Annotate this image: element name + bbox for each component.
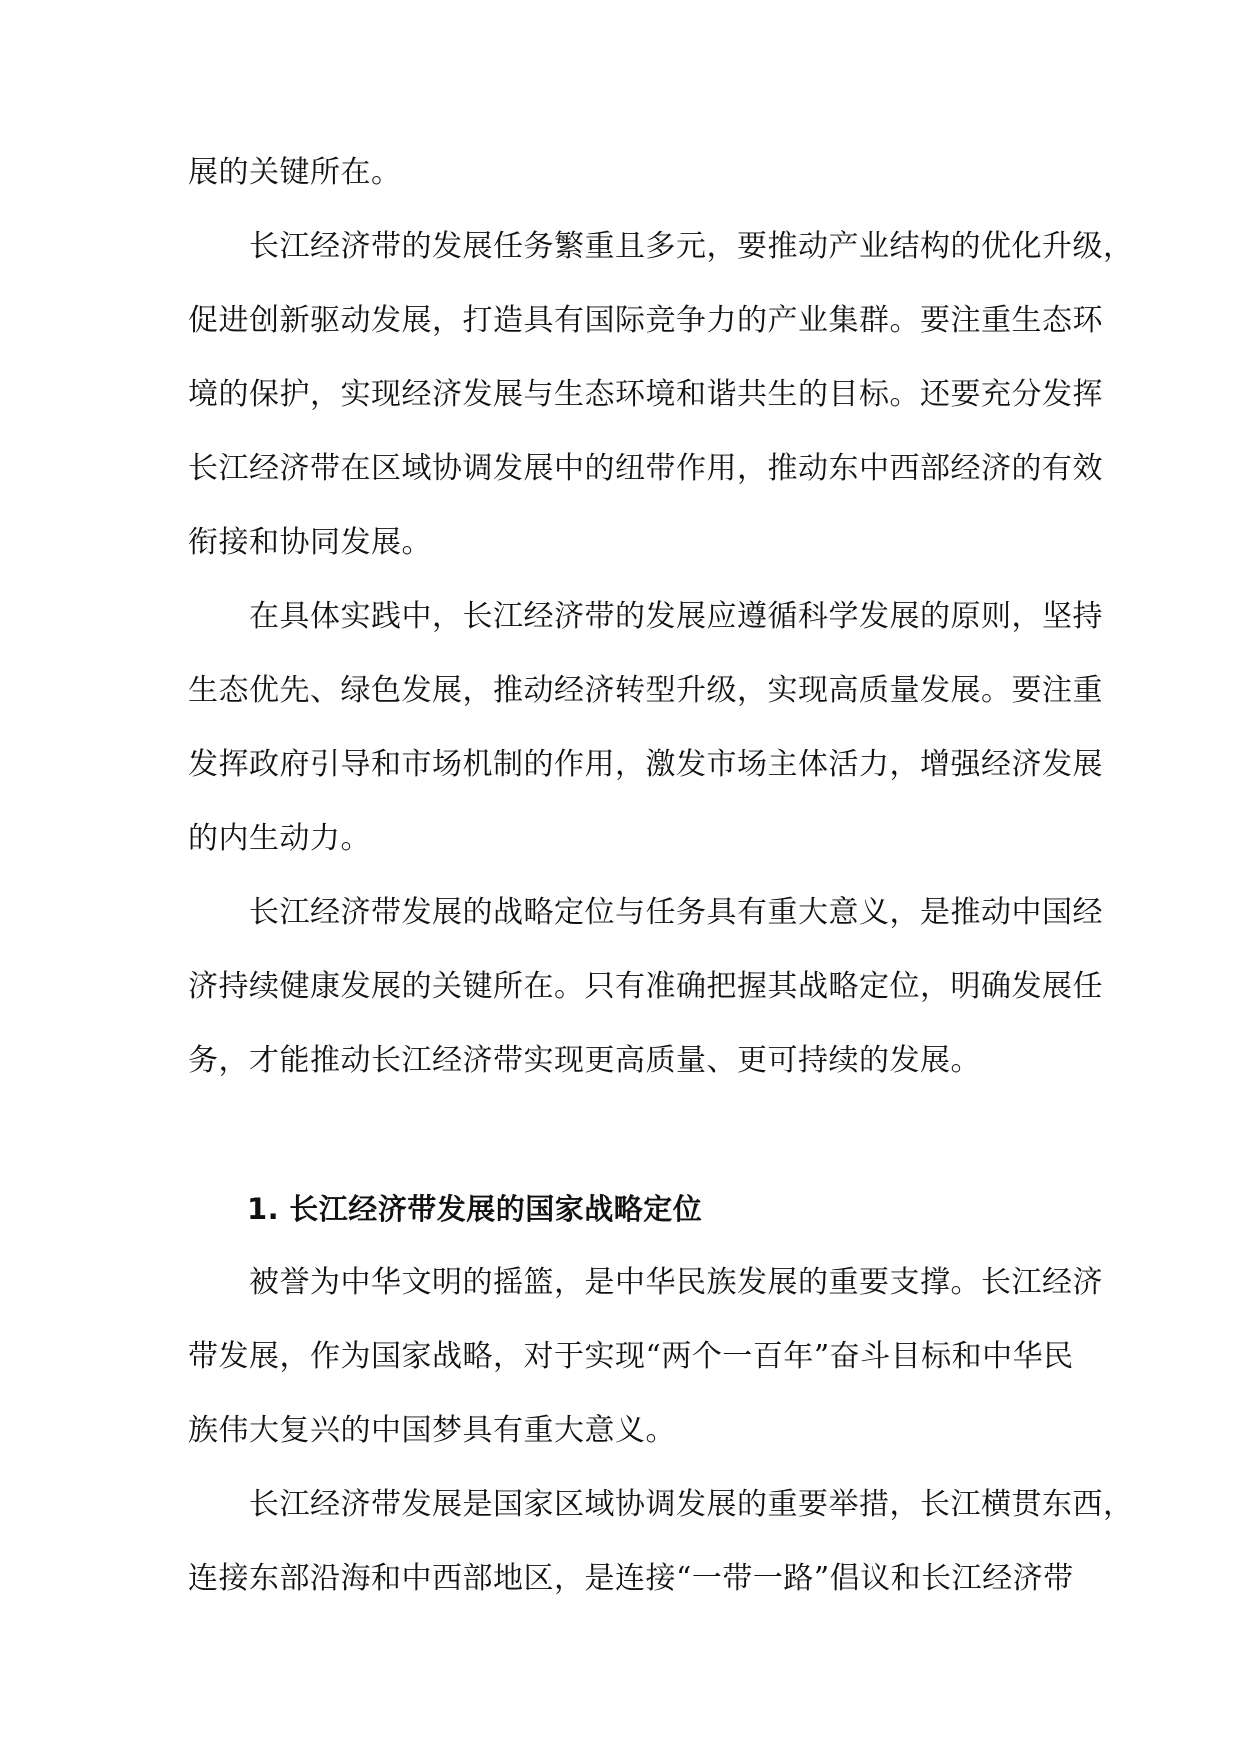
section-title: 长江经济带发展的国家战略定位 <box>289 1192 703 1226</box>
text-line: 连接东部沿海和中西部地区，是连接“一带一路”倡议和长江经济带 <box>188 1561 1074 1596</box>
text-line: 长江经济带发展是国家区域协调发展的重要举措，长江横贯东西， <box>249 1487 1134 1522</box>
text-line: 在具体实践中，长江经济带的发展应遵循科学发展的原则，坚持 <box>249 599 1103 634</box>
blank-line <box>188 1102 1054 1176</box>
text-line: 带发展，作为国家战略，对于实现“两个一百年”奋斗目标和中华民 <box>188 1339 1074 1374</box>
text-line: 衔接和协同发展。 <box>188 525 432 560</box>
text-line: 生态优先、绿色发展，推动经济转型升级，实现高质量发展。要注重 <box>188 673 1103 708</box>
text-line: 务，才能推动长江经济带实现更高质量、更可持续的发展。 <box>188 1043 981 1078</box>
text-line: 展的关键所在。 <box>188 155 402 190</box>
text-line: 的内生动力。 <box>188 821 371 856</box>
text-line: 被誉为中华文明的摇篮，是中华民族发展的重要支撑。长江经济 <box>249 1265 1103 1300</box>
text-line: 长江经济带的发展任务繁重且多元，要推动产业结构的优化升级， <box>249 229 1134 264</box>
text-line: 长江经济带在区域协调发展中的纽带作用，推动东中西部经济的有效 <box>188 451 1103 486</box>
text-line: 促进创新驱动发展，打造具有国际竞争力的产业集群。要注重生态环 <box>188 303 1103 338</box>
text-line: 族伟大复兴的中国梦具有重大意义。 <box>188 1413 676 1448</box>
section-number: 1. <box>247 1192 280 1226</box>
text-line: 长江经济带发展的战略定位与任务具有重大意义，是推动中国经 <box>249 895 1103 930</box>
text-line: 发挥政府引导和市场机制的作用，激发市场主体活力，增强经济发展 <box>188 747 1103 782</box>
text-line: 境的保护，实现经济发展与生态环境和谐共生的目标。还要充分发挥 <box>188 377 1103 412</box>
text-line: 济持续健康发展的关键所在。只有准确把握其战略定位，明确发展任 <box>188 969 1103 1004</box>
document-page <box>188 140 1134 1620</box>
section-heading <box>188 1176 1054 1250</box>
